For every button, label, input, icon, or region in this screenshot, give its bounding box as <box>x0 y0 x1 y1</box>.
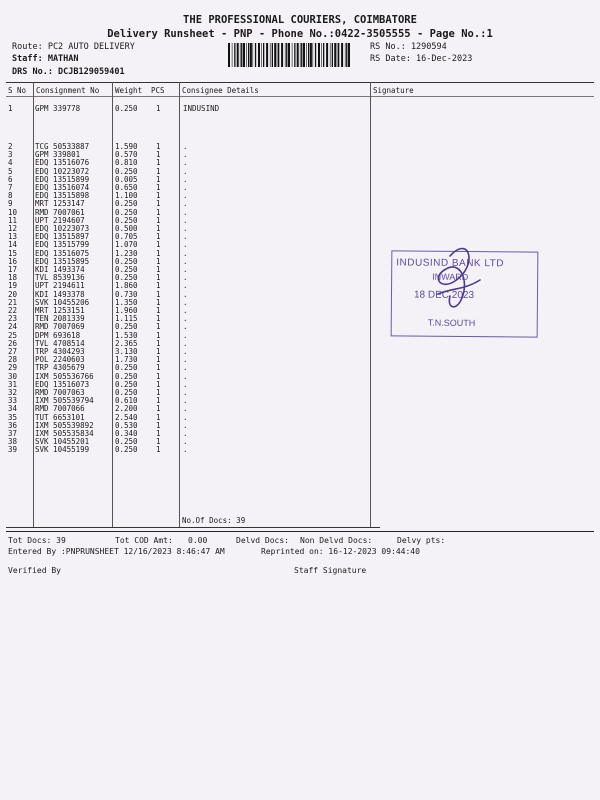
row-pcs: 1 <box>156 388 161 397</box>
barcode-bar <box>253 43 254 67</box>
row-weight: 1.070 <box>115 240 138 250</box>
row-consignee: INDUSIND <box>183 104 220 113</box>
barcode-bar <box>306 43 307 67</box>
barcode-bar <box>250 43 252 67</box>
row-consignee: . <box>183 166 188 176</box>
row-sno: 27 <box>8 347 18 356</box>
row-consignee: . <box>183 379 188 389</box>
barcode-bar <box>315 43 316 67</box>
row-weight: 1.530 <box>115 330 138 340</box>
row-weight: 1.960 <box>115 306 138 315</box>
row-consignee: . <box>183 420 188 430</box>
drs-number: DRS No.: DCJB129059401 <box>12 67 125 77</box>
row-consignee: . <box>183 191 188 201</box>
row-consignment: SVK 10455201 <box>35 437 90 447</box>
row-pcs: 1 <box>156 265 161 274</box>
row-pcs: 1 <box>156 150 161 160</box>
non-delvd-docs: Non Delvd Docs: <box>300 536 373 545</box>
row-consignment: TRP 4304293 <box>35 347 85 356</box>
row-weight: 0.250 <box>115 166 138 176</box>
col-sno-header: S No <box>8 86 27 95</box>
row-sno: 36 <box>8 420 18 430</box>
row-sno: 29 <box>8 363 18 373</box>
row-consignee: . <box>183 355 188 365</box>
barcode-bar <box>297 43 299 67</box>
row-consignee: . <box>183 232 188 242</box>
row-pcs: 1 <box>156 256 161 266</box>
row-sno: 31 <box>8 379 18 389</box>
column-divider <box>370 82 371 527</box>
row-sno: 38 <box>8 437 18 447</box>
row-pcs: 1 <box>156 183 161 192</box>
row-sno: 15 <box>8 248 18 258</box>
table-header-border <box>6 96 594 97</box>
row-sno: 39 <box>8 445 18 455</box>
row-sno: 10 <box>8 207 18 217</box>
row-pcs: 1 <box>156 289 161 299</box>
row-consignee: . <box>183 207 188 217</box>
row-sno: 9 <box>8 199 13 209</box>
row-pcs: 1 <box>156 104 161 113</box>
row-sno: 16 <box>8 256 18 266</box>
barcode-bar <box>330 43 331 67</box>
row-consignee: . <box>183 174 188 184</box>
barcode-bar <box>338 43 339 67</box>
row-consignee: . <box>183 273 188 283</box>
row-consignment: KDI 1493378 <box>35 289 85 299</box>
column-divider <box>112 82 113 527</box>
row-weight: 2.200 <box>115 404 138 414</box>
row-sno: 5 <box>8 166 13 176</box>
row-weight: 0.250 <box>115 363 138 373</box>
row-sno: 28 <box>8 355 18 365</box>
row-consignee: . <box>183 363 188 373</box>
row-consignee: . <box>183 371 188 381</box>
row-pcs: 1 <box>156 347 161 356</box>
barcode-bar <box>255 43 256 67</box>
row-sno: 32 <box>8 388 18 397</box>
row-consignee: . <box>183 142 188 151</box>
row-pcs: 1 <box>156 306 161 315</box>
row-sno: 18 <box>8 273 18 283</box>
row-consignment: IXM 505536766 <box>35 371 94 381</box>
barcode-bar <box>292 43 293 67</box>
row-pcs: 1 <box>156 404 161 414</box>
barcode-bar <box>313 43 314 67</box>
row-sno: 11 <box>8 215 18 225</box>
row-consignment: IXM 505539794 <box>35 396 94 406</box>
barcode-bar <box>234 43 235 67</box>
row-sno: 24 <box>8 322 18 332</box>
row-consignee: . <box>183 281 188 291</box>
row-consignment: IXM 505539892 <box>35 420 94 430</box>
barcode-bar <box>232 43 233 67</box>
row-consignment: EDQ 13515799 <box>35 240 90 250</box>
row-pcs: 1 <box>156 199 161 209</box>
row-consignee: . <box>183 289 188 299</box>
column-divider <box>179 82 180 527</box>
row-pcs: 1 <box>156 330 161 340</box>
row-sno: 4 <box>8 158 13 168</box>
row-consignment: EDQ 13515895 <box>35 256 90 266</box>
row-consignee: . <box>183 183 188 192</box>
barcode-bar <box>318 43 320 67</box>
row-sno: 6 <box>8 174 13 184</box>
row-weight: 1.230 <box>115 248 138 258</box>
row-consignee: . <box>183 412 188 422</box>
row-sno: 35 <box>8 412 18 422</box>
barcode-bar <box>278 43 279 67</box>
row-weight: 2.365 <box>115 338 138 348</box>
row-sno: 34 <box>8 404 18 414</box>
row-consignment: SVK 10455199 <box>35 445 90 455</box>
barcode-bar <box>241 43 242 67</box>
tot-docs: Tot Docs: 39 <box>8 536 66 545</box>
row-consignment: TUT 6653101 <box>35 412 85 422</box>
row-pcs: 1 <box>156 396 161 406</box>
row-consignee: . <box>183 404 188 414</box>
stamp-branch: T.N.SOUTH <box>427 317 476 329</box>
row-pcs: 1 <box>156 142 161 151</box>
row-weight: 0.250 <box>115 445 138 455</box>
row-consignment: TVL 8539136 <box>35 273 85 283</box>
barcode-bar <box>243 43 245 67</box>
row-consignee: . <box>183 445 188 455</box>
barcode-bar <box>310 43 312 67</box>
row-consignee: . <box>183 297 188 307</box>
row-pcs: 1 <box>156 420 161 430</box>
row-consignee: . <box>183 322 188 332</box>
row-consignee: . <box>183 437 188 447</box>
staff-signature: Staff Signature <box>294 566 367 575</box>
delvy-pts: Delvy pts: <box>397 536 446 545</box>
row-sno: 23 <box>8 314 18 324</box>
row-weight: 2.540 <box>115 412 138 422</box>
row-pcs: 1 <box>156 248 161 258</box>
row-consignment: EDQ 13516073 <box>35 379 90 389</box>
row-weight: 0.730 <box>115 289 138 299</box>
row-pcs: 1 <box>156 322 161 332</box>
row-weight: 0.610 <box>115 396 138 406</box>
row-weight: 0.250 <box>115 265 138 274</box>
row-pcs: 1 <box>156 174 161 184</box>
row-sno: 21 <box>8 297 18 307</box>
row-consignment: RMD 7007069 <box>35 322 85 332</box>
route-label: Route: PC2 AUTO DELIVERY <box>12 42 135 52</box>
row-pcs: 1 <box>156 207 161 217</box>
stamp-date: 18 DEC 2023 <box>413 289 475 302</box>
row-weight: 0.250 <box>115 104 138 113</box>
tot-cod-value: 0.00 <box>188 536 208 545</box>
row-pcs: 1 <box>156 371 161 381</box>
barcode-bar <box>334 43 336 67</box>
row-consignee: . <box>183 314 188 324</box>
row-consignee: . <box>183 306 188 315</box>
verified-by: Verified By <box>8 566 61 575</box>
rs-number: RS No.: 1290594 <box>370 42 447 52</box>
row-weight: 0.250 <box>115 256 138 266</box>
barcode-bar <box>346 43 347 67</box>
row-consignment: GPM 339778 <box>35 104 81 113</box>
row-pcs: 1 <box>156 379 161 389</box>
row-weight: 0.250 <box>115 273 138 283</box>
table-bottom-border <box>6 527 380 528</box>
row-sno: 8 <box>8 191 13 201</box>
row-consignment: TRP 4305679 <box>35 363 85 373</box>
barcode-bar <box>228 43 230 67</box>
row-pcs: 1 <box>156 166 161 176</box>
barcode-bar <box>321 43 322 67</box>
barcode-bar <box>270 43 271 67</box>
row-sno: 20 <box>8 289 18 299</box>
row-consignment: TVL 4708514 <box>35 338 85 348</box>
row-consignee: . <box>183 240 188 250</box>
row-weight: 0.250 <box>115 388 138 397</box>
barcode-bar <box>288 43 290 67</box>
row-weight: 0.250 <box>115 437 138 447</box>
row-pcs: 1 <box>156 355 161 365</box>
barcode-bar <box>246 43 247 67</box>
row-consignment: EDQ 13515897 <box>35 232 90 242</box>
delvd-docs: Delvd Docs: <box>236 536 289 545</box>
stamp-bank-name: INDUSIND BANK LTD <box>396 257 505 270</box>
runsheet-subtitle: Delivery Runsheet - PNP - Phone No.:0422-3505555 - Page No.:1 <box>107 28 493 40</box>
barcode-bar <box>294 43 295 67</box>
barcode-bar <box>337 43 338 67</box>
column-divider <box>33 82 34 527</box>
row-weight: 0.250 <box>115 199 138 209</box>
barcode-bar <box>261 43 262 67</box>
col-consignee-header: Consignee Details <box>182 86 259 95</box>
row-weight: 1.590 <box>115 142 138 151</box>
staff-label: Staff: MATHAN <box>12 54 79 64</box>
row-sno: 1 <box>8 104 13 113</box>
barcode-bar <box>348 43 350 67</box>
row-weight: 0.500 <box>115 224 138 233</box>
barcode-bar <box>274 43 276 67</box>
row-consignment: RMD 7007066 <box>35 404 85 414</box>
row-weight: 1.350 <box>115 297 138 307</box>
row-consignment: TCG 50533887 <box>35 142 90 151</box>
row-consignee: . <box>183 330 188 340</box>
no-of-docs: No.Of Docs: 39 <box>182 516 246 525</box>
col-consignment-header: Consignment No <box>36 86 100 95</box>
reprinted-on: Reprinted on: 16-12-2023 09:44:40 <box>261 547 420 556</box>
table-top-border <box>6 82 594 83</box>
barcode-bar <box>300 43 301 67</box>
row-sno: 19 <box>8 281 18 291</box>
row-consignment: EDQ 10223073 <box>35 224 90 233</box>
row-pcs: 1 <box>156 437 161 447</box>
row-sno: 26 <box>8 338 18 348</box>
row-consignment: POL 2240603 <box>35 355 85 365</box>
row-sno: 12 <box>8 224 18 233</box>
row-pcs: 1 <box>156 445 161 455</box>
row-weight: 0.005 <box>115 174 138 184</box>
row-weight: 1.100 <box>115 191 138 201</box>
row-weight: 0.650 <box>115 183 138 192</box>
barcode-bar <box>308 43 309 67</box>
barcode-bar <box>272 43 273 67</box>
row-consignee: . <box>183 347 188 356</box>
row-sno: 3 <box>8 150 13 160</box>
row-weight: 0.250 <box>115 371 138 381</box>
row-consignment: SVK 10455206 <box>35 297 90 307</box>
row-consignee: . <box>183 199 188 209</box>
row-sno: 33 <box>8 396 18 406</box>
row-pcs: 1 <box>156 314 161 324</box>
row-consignment: DPM 693618 <box>35 330 81 340</box>
row-sno: 2 <box>8 142 13 151</box>
barcode-bar <box>263 43 264 67</box>
row-sno: 14 <box>8 240 18 250</box>
row-consignee: . <box>183 215 188 225</box>
row-pcs: 1 <box>156 281 161 291</box>
row-pcs: 1 <box>156 429 161 438</box>
barcode-bar <box>341 43 343 67</box>
barcode-bar <box>285 43 286 67</box>
barcode-bar <box>240 43 241 67</box>
company-title: THE PROFESSIONAL COURIERS, COIMBATORE <box>183 14 417 26</box>
tot-cod-label: Tot COD Amt: <box>115 536 173 545</box>
row-sno: 37 <box>8 429 18 438</box>
row-consignee: . <box>183 248 188 258</box>
row-sno: 22 <box>8 306 18 315</box>
row-consignment: RMD 7007063 <box>35 388 85 397</box>
row-consignment: EDQ 13515899 <box>35 174 90 184</box>
row-consignment: EDQ 10223072 <box>35 166 90 176</box>
barcode-bar <box>277 43 278 67</box>
row-consignee: . <box>183 429 188 438</box>
row-consignment: MRT 1253151 <box>35 306 85 315</box>
row-consignment: MRT 1253147 <box>35 199 85 209</box>
barcode-bar <box>258 43 260 67</box>
row-pcs: 1 <box>156 273 161 283</box>
row-sno: 7 <box>8 183 13 192</box>
row-pcs: 1 <box>156 232 161 242</box>
footer-rule <box>6 531 594 532</box>
barcode-bar <box>323 43 324 67</box>
row-consignee: . <box>183 158 188 168</box>
row-pcs: 1 <box>156 363 161 373</box>
row-weight: 1.860 <box>115 281 138 291</box>
stamp-inward: INWARD <box>432 271 469 283</box>
row-pcs: 1 <box>156 338 161 348</box>
row-pcs: 1 <box>156 412 161 422</box>
row-consignee: . <box>183 224 188 233</box>
barcode-bar <box>248 43 249 67</box>
row-consignment: EDQ 13515898 <box>35 191 90 201</box>
col-weight-header: Weight <box>115 86 143 95</box>
row-sno: 17 <box>8 265 18 274</box>
row-consignment: GPM 339801 <box>35 150 81 160</box>
row-consignment: EDQ 13516075 <box>35 248 90 258</box>
row-weight: 1.115 <box>115 314 138 324</box>
row-pcs: 1 <box>156 297 161 307</box>
row-consignee: . <box>183 388 188 397</box>
barcode-bar <box>326 43 328 67</box>
row-weight: 0.250 <box>115 215 138 225</box>
row-sno: 13 <box>8 232 18 242</box>
entered-by: Entered By :PNPRUNSHEET 12/16/2023 8:46:47 AM <box>8 547 225 556</box>
rs-date: RS Date: 16-Dec-2023 <box>370 54 473 64</box>
barcode-bar <box>303 43 305 67</box>
row-pcs: 1 <box>156 240 161 250</box>
row-consignment: KDI 1493374 <box>35 265 85 274</box>
row-consignee: . <box>183 265 188 274</box>
row-consignment: EDQ 13516076 <box>35 158 90 168</box>
barcode-bar <box>266 43 268 67</box>
col-signature-header: Signature <box>373 86 414 95</box>
row-pcs: 1 <box>156 191 161 201</box>
row-consignee: . <box>183 338 188 348</box>
row-weight: 0.530 <box>115 420 138 430</box>
row-consignment: TEN 2081339 <box>35 314 85 324</box>
row-weight: 0.705 <box>115 232 138 242</box>
row-sno: 30 <box>8 371 18 381</box>
row-consignee: . <box>183 256 188 266</box>
row-consignment: RMD 7007061 <box>35 207 85 217</box>
row-consignee: . <box>183 396 188 406</box>
row-sno: 25 <box>8 330 18 340</box>
row-pcs: 1 <box>156 224 161 233</box>
row-weight: 0.340 <box>115 429 138 438</box>
row-weight: 0.570 <box>115 150 138 160</box>
row-weight: 0.250 <box>115 207 138 217</box>
row-consignment: EDQ 13516074 <box>35 183 90 192</box>
row-weight: 3.130 <box>115 347 138 356</box>
barcode-image <box>228 43 352 67</box>
barcode-bar <box>286 43 287 67</box>
col-pcs-header: PCS <box>151 86 165 95</box>
barcode-bar <box>345 43 346 67</box>
barcode-bar <box>281 43 283 67</box>
barcode-bar <box>301 43 302 67</box>
barcode-bar <box>332 43 333 67</box>
row-consignment: UPT 2194611 <box>35 281 85 291</box>
row-pcs: 1 <box>156 158 161 168</box>
row-weight: 0.810 <box>115 158 138 168</box>
row-weight: 0.250 <box>115 322 138 332</box>
handwritten-signature <box>400 236 510 316</box>
row-pcs: 1 <box>156 215 161 225</box>
row-consignment: UPT 2194607 <box>35 215 85 225</box>
row-consignee: . <box>183 150 188 160</box>
row-consignment: IXM 505535834 <box>35 429 94 438</box>
barcode-bar <box>237 43 239 67</box>
row-weight: 0.250 <box>115 379 138 389</box>
row-weight: 1.730 <box>115 355 138 365</box>
